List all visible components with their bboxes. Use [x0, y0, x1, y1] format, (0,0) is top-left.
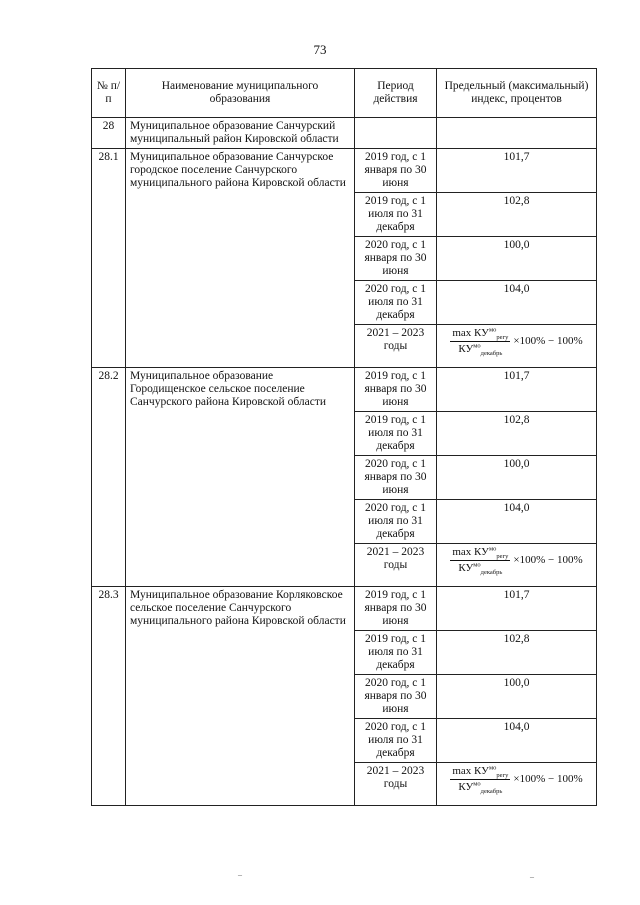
index-formula-cell: [437, 544, 597, 587]
index-formula: [450, 327, 582, 356]
entry-name: Муниципальное образование Корляковское сельское поселение Санчурского муниципального района Кировской области: [126, 587, 355, 806]
scan-mark: –: [238, 870, 242, 879]
period-cell: 2019 год, с 1 июля по 31 декабря: [355, 412, 437, 456]
formula-sub-dekabr: декабрь: [480, 569, 503, 577]
index-cell: 102,8: [437, 631, 597, 675]
index-cell: 100,0: [437, 237, 597, 281]
header-period: Период действия: [355, 69, 437, 118]
tariff-index-table: [91, 68, 597, 806]
formula-sup-mo: мо: [488, 545, 497, 553]
formula-tail: ×100% − 100%: [513, 554, 583, 566]
entry-num: 28.2: [92, 368, 126, 587]
formula-tail: ×100% − 100%: [513, 335, 583, 347]
period-cell: 2019 год, с 1 июля по 31 декабря: [355, 193, 437, 237]
period-cell: 2020 год, с 1 июля по 31 декабря: [355, 281, 437, 325]
period-cell: 2019 год, с 1 июля по 31 декабря: [355, 631, 437, 675]
period-cell: 2020 год, с 1 января по 30 июня: [355, 237, 437, 281]
index-cell: 104,0: [437, 719, 597, 763]
period-cell: 2019 год, с 1 января по 30 июня: [355, 368, 437, 412]
table-row: [92, 587, 597, 631]
index-cell: 101,7: [437, 149, 597, 193]
index-cell: 100,0: [437, 675, 597, 719]
group-name: Муниципальное образование Санчурский муниципальный район Кировской области: [126, 118, 355, 149]
formula-ku: КУ: [458, 562, 474, 574]
index-formula-cell: [437, 763, 597, 806]
formula-numerator: [450, 546, 510, 561]
formula-sub-dekabr: декабрь: [480, 788, 503, 796]
period-cell: 2020 год, с 1 июля по 31 декабря: [355, 719, 437, 763]
period-cell: 2019 год, с 1 января по 30 июня: [355, 149, 437, 193]
formula-numerator: [450, 327, 510, 342]
index-cell: 101,7: [437, 368, 597, 412]
formula-max-ku: max КУ: [452, 327, 489, 339]
group-period-empty: [355, 118, 437, 149]
index-cell: 101,7: [437, 587, 597, 631]
table-row: [92, 149, 597, 193]
period-cell: 2020 год, с 1 января по 30 июня: [355, 456, 437, 500]
index-formula: [450, 546, 582, 575]
group-num: 28: [92, 118, 126, 149]
formula-fraction: [450, 546, 510, 575]
period-cell: 2021 – 2023 годы: [355, 325, 437, 368]
period-cell: 2020 год, с 1 июля по 31 декабря: [355, 500, 437, 544]
group-row: [92, 118, 597, 149]
period-cell: 2021 – 2023 годы: [355, 763, 437, 806]
formula-max-ku: max КУ: [452, 765, 489, 777]
formula-sub-regu: регу: [496, 553, 509, 561]
group-index-empty: [437, 118, 597, 149]
index-cell: 104,0: [437, 500, 597, 544]
formula-sup-mo: мо: [473, 780, 481, 788]
formula-ku: КУ: [458, 781, 474, 793]
table-body: [92, 118, 597, 806]
period-cell: 2019 год, с 1 января по 30 июня: [355, 587, 437, 631]
entry-num: 28.1: [92, 149, 126, 368]
header-name: Наименование муниципального образования: [126, 69, 355, 118]
page-number: 73: [313, 42, 327, 57]
formula-sup-mo: мо: [488, 326, 497, 334]
period-cell: 2020 год, с 1 января по 30 июня: [355, 675, 437, 719]
formula-denominator: [456, 342, 504, 356]
scan-mark: –: [530, 872, 534, 881]
formula-max-ku: max КУ: [452, 546, 489, 558]
index-cell: 102,8: [437, 412, 597, 456]
formula-sub-dekabr: декабрь: [480, 350, 503, 358]
header-num: № п/п: [92, 69, 126, 118]
entry-name: Муниципальное образование Городищенское сельское поселение Санчурского района Кировской области: [126, 368, 355, 587]
table-header-row: [92, 69, 597, 118]
entry-num: 28.3: [92, 587, 126, 806]
entry-name: Муниципальное образование Санчурское городское поселение Санчурского муниципального района Кировской области: [126, 149, 355, 368]
table-row: [92, 368, 597, 412]
formula-sup-mo: мо: [473, 561, 481, 569]
header-index: Предельный (максимальный) индекс, процентов: [437, 69, 597, 118]
formula-sup-mo: мо: [488, 764, 497, 772]
formula-denominator: [456, 780, 504, 794]
index-formula: [450, 765, 582, 794]
formula-tail: ×100% − 100%: [513, 773, 583, 785]
formula-ku: КУ: [458, 343, 474, 355]
formula-denominator: [456, 561, 504, 575]
formula-numerator: [450, 765, 510, 780]
formula-sup-mo: мо: [473, 342, 481, 350]
formula-sub-regu: регу: [496, 334, 509, 342]
index-cell: 100,0: [437, 456, 597, 500]
index-cell: 102,8: [437, 193, 597, 237]
formula-sub-regu: регу: [496, 772, 509, 780]
formula-fraction: [450, 765, 510, 794]
index-cell: 104,0: [437, 281, 597, 325]
index-formula-cell: [437, 325, 597, 368]
formula-fraction: [450, 327, 510, 356]
period-cell: 2021 – 2023 годы: [355, 544, 437, 587]
